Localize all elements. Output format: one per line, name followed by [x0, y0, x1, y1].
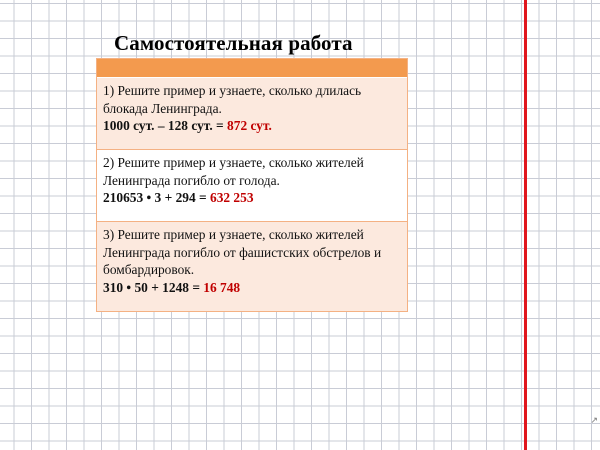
task-row-3 — [97, 221, 407, 311]
task-1-expression: 1000 сут. – 128 сут. = — [103, 118, 228, 133]
corner-arrow-icon: ↗ — [590, 416, 598, 426]
task-1-text: 1) Решите пример и узнаете, сколько длилась блокада Ленинграда. — [103, 83, 362, 116]
task-table — [96, 58, 408, 312]
notebook-margin-line — [524, 0, 527, 450]
task-3-expression: 310 • 50 + 1248 = — [103, 279, 204, 295]
task-3-text: 3) Решите пример и узнаете, сколько жителей Ленинграда погибло от фашистских обстрелов и бомбардировок. — [103, 227, 382, 277]
task-2-text: 2) Решите пример и узнаете, сколько жителей Ленинграда погибло от голода. — [103, 155, 364, 188]
table-header-bar — [97, 59, 407, 78]
task-2-equation — [103, 189, 401, 207]
task-row-2 — [97, 149, 407, 221]
task-2-answer: 632 253 — [210, 190, 254, 205]
task-3-answer: 16 748 — [203, 279, 241, 295]
task-row-1 — [97, 78, 407, 149]
task-3-equation — [103, 279, 401, 297]
slide-title: Самостоятельная работа — [114, 31, 353, 55]
task-2-expression: 210653 • 3 + 294 = — [103, 190, 210, 205]
task-1-equation — [103, 117, 401, 135]
task-1-answer: 872 сут. — [227, 118, 272, 133]
